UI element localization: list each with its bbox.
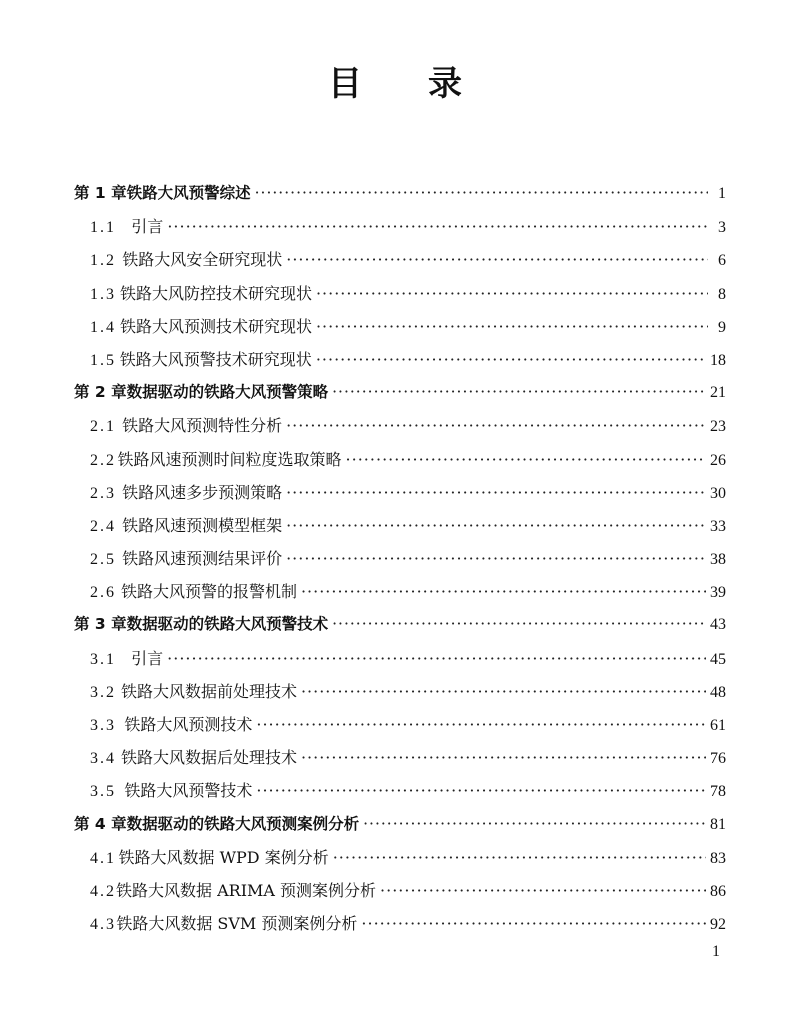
toc-entry-title: 数据驱动的铁路大风预测案例分析 [126,814,360,833]
toc-entry-page: 48 [710,683,726,701]
toc-section-entry[interactable] [74,874,726,907]
toc-entry-number: 第 2 章 [74,383,127,402]
toc-entry-title: 铁路大风防控技术研究现状 [119,283,312,303]
toc-entry-title: 铁路大风安全研究现状 [122,250,283,270]
toc-entry-page: 33 [710,517,726,535]
dot-leader [256,708,706,741]
toc-section-entry[interactable] [74,210,726,243]
toc-entry-page: 18 [710,351,726,369]
dot-leader [255,177,708,210]
dot-leader [286,409,706,442]
toc-entry-page: 61 [710,717,726,734]
toc-entry-number: 4.1 [90,849,116,867]
toc-section-entry[interactable] [74,708,726,741]
toc-entry-number: 4.2 [90,882,116,900]
toc-entry-number: 第 4 章 [74,814,127,833]
dot-leader [256,774,706,807]
toc-entry-title: 铁路大风数据 SVM 预测案例分析 [116,914,358,934]
dot-leader [167,642,706,675]
toc-entry-page: 23 [710,418,726,436]
toc-entry-number: 2.3 [90,484,116,502]
toc-entry-title: 铁路大风预警的报警机制 [120,582,297,602]
toc-section-entry[interactable] [74,841,726,874]
toc-entry-number: 2.4 [90,517,116,535]
toc-entry-title: 铁路大风预警综述 [126,184,251,202]
toc-entry-title: 铁路大风预测技术研究现状 [119,316,312,336]
toc-entry-number: 2.1 [90,418,116,436]
toc-section-entry[interactable] [74,277,726,310]
toc-section-entry[interactable] [74,774,726,807]
toc-entry-title: 铁路风速预测模型框架 [122,515,283,535]
toc-entry-number: 2.2 [90,451,116,469]
dot-leader [333,841,706,874]
toc-entry-title: 铁路风速多步预测策略 [122,482,283,502]
toc-entry-title: 铁路大风数据前处理技术 [120,681,297,701]
toc-section-entry[interactable] [74,343,726,376]
toc-entry-title: 数据驱动的铁路大风预警策略 [126,383,329,402]
toc-entry-number: 1.3 [90,285,116,303]
dot-leader [316,310,708,343]
toc-entry-page: 86 [710,882,726,900]
page-title: 目录 [328,64,528,104]
toc-entry-page: 39 [710,584,726,602]
toc-entry-page: 6 [718,252,726,270]
toc-entry-title: 数据驱动的铁路大风预警技术 [126,615,329,634]
toc-section-entry[interactable] [74,243,726,276]
toc-chapter-entry[interactable] [74,177,726,210]
toc-entry-page: 83 [710,849,726,867]
toc-entry-title: 铁路大风预测技术 [124,715,253,734]
toc-section-entry[interactable] [74,443,726,476]
toc-entry-number: 第 3 章 [74,615,127,634]
toc-entry-number: 1.5 [90,351,116,369]
page-number: 1 [712,943,720,960]
toc-entry-page: 45 [710,650,726,668]
toc-section-entry[interactable] [74,642,726,675]
dot-leader [301,675,706,708]
toc-entry-title: 铁路大风预警技术研究现状 [119,349,312,369]
toc-entry-number: 3.4 [90,750,116,768]
toc-entry-title: 引言 [131,648,164,668]
toc-section-entry[interactable] [74,907,726,940]
dot-leader [332,376,706,409]
toc-entry-page: 30 [710,484,726,502]
toc-entry-number: 1.1 [90,219,116,237]
toc-entry-page: 43 [710,616,726,634]
dot-leader [361,907,706,940]
toc-entry-number: 3.3 [90,717,116,734]
dot-leader [332,608,706,641]
toc-entry-page: 76 [710,750,726,768]
toc-entry-number: 3.1 [90,650,116,668]
toc-entry-title: 引言 [131,217,164,237]
toc-entry-number: 2.6 [90,584,116,602]
dot-leader [286,476,706,509]
toc-entry-page: 81 [710,815,726,833]
toc-entry-number: 4.3 [90,916,116,934]
toc-entry-number: 3.2 [90,683,116,701]
toc-entry-title: 铁路大风预警技术 [124,781,253,801]
dot-leader [316,343,706,376]
toc-entry-number: 第 1 章 [74,184,127,202]
toc-section-entry[interactable] [74,741,726,774]
toc-chapter-entry[interactable] [74,608,726,641]
dot-leader [346,443,706,476]
toc-entry-page: 92 [710,916,726,934]
dot-leader [286,542,706,575]
toc-entry-page: 78 [710,783,726,801]
toc-entry-number: 2.5 [90,551,116,569]
toc-entry-title: 铁路大风预测特性分析 [122,416,283,436]
dot-leader [380,874,706,907]
toc-section-entry[interactable] [74,409,726,442]
dot-leader [286,243,708,276]
toc-entry-page: 9 [718,318,726,336]
toc-entry-title: 铁路大风数据后处理技术 [120,748,297,768]
toc-entry-page: 26 [710,451,726,469]
toc-chapter-entry[interactable] [74,808,726,841]
toc-section-entry[interactable] [74,509,726,542]
toc-entry-page: 21 [710,384,726,402]
toc-entry-page: 8 [718,285,726,303]
dot-leader [167,210,708,243]
toc-entry-number: 3.5 [90,783,116,801]
toc-entry-title: 铁路大风数据 WPD 案例分析 [118,847,329,867]
toc-section-entry[interactable] [74,675,726,708]
toc-entry-title: 铁路风速预测结果评价 [122,549,283,569]
toc-entry-page: 38 [710,551,726,569]
toc-entry-number: 1.2 [90,252,116,270]
toc-entry-page: 3 [718,219,726,237]
dot-leader [301,575,706,608]
dot-leader [363,808,706,841]
toc-section-entry[interactable] [74,476,726,509]
toc-section-entry[interactable] [74,310,726,343]
dot-leader [286,509,706,542]
toc-chapter-entry[interactable] [74,376,726,409]
toc-entry-title: 铁路风速预测时间粒度选取策略 [117,449,342,469]
table-of-contents [74,177,726,940]
dot-leader [316,277,708,310]
dot-leader [301,741,706,774]
toc-section-entry[interactable] [74,575,726,608]
toc-entry-page: 1 [718,185,726,202]
toc-entry-number: 1.4 [90,318,116,336]
toc-section-entry[interactable] [74,542,726,575]
toc-entry-title: 铁路大风数据 ARIMA 预测案例分析 [116,880,377,900]
